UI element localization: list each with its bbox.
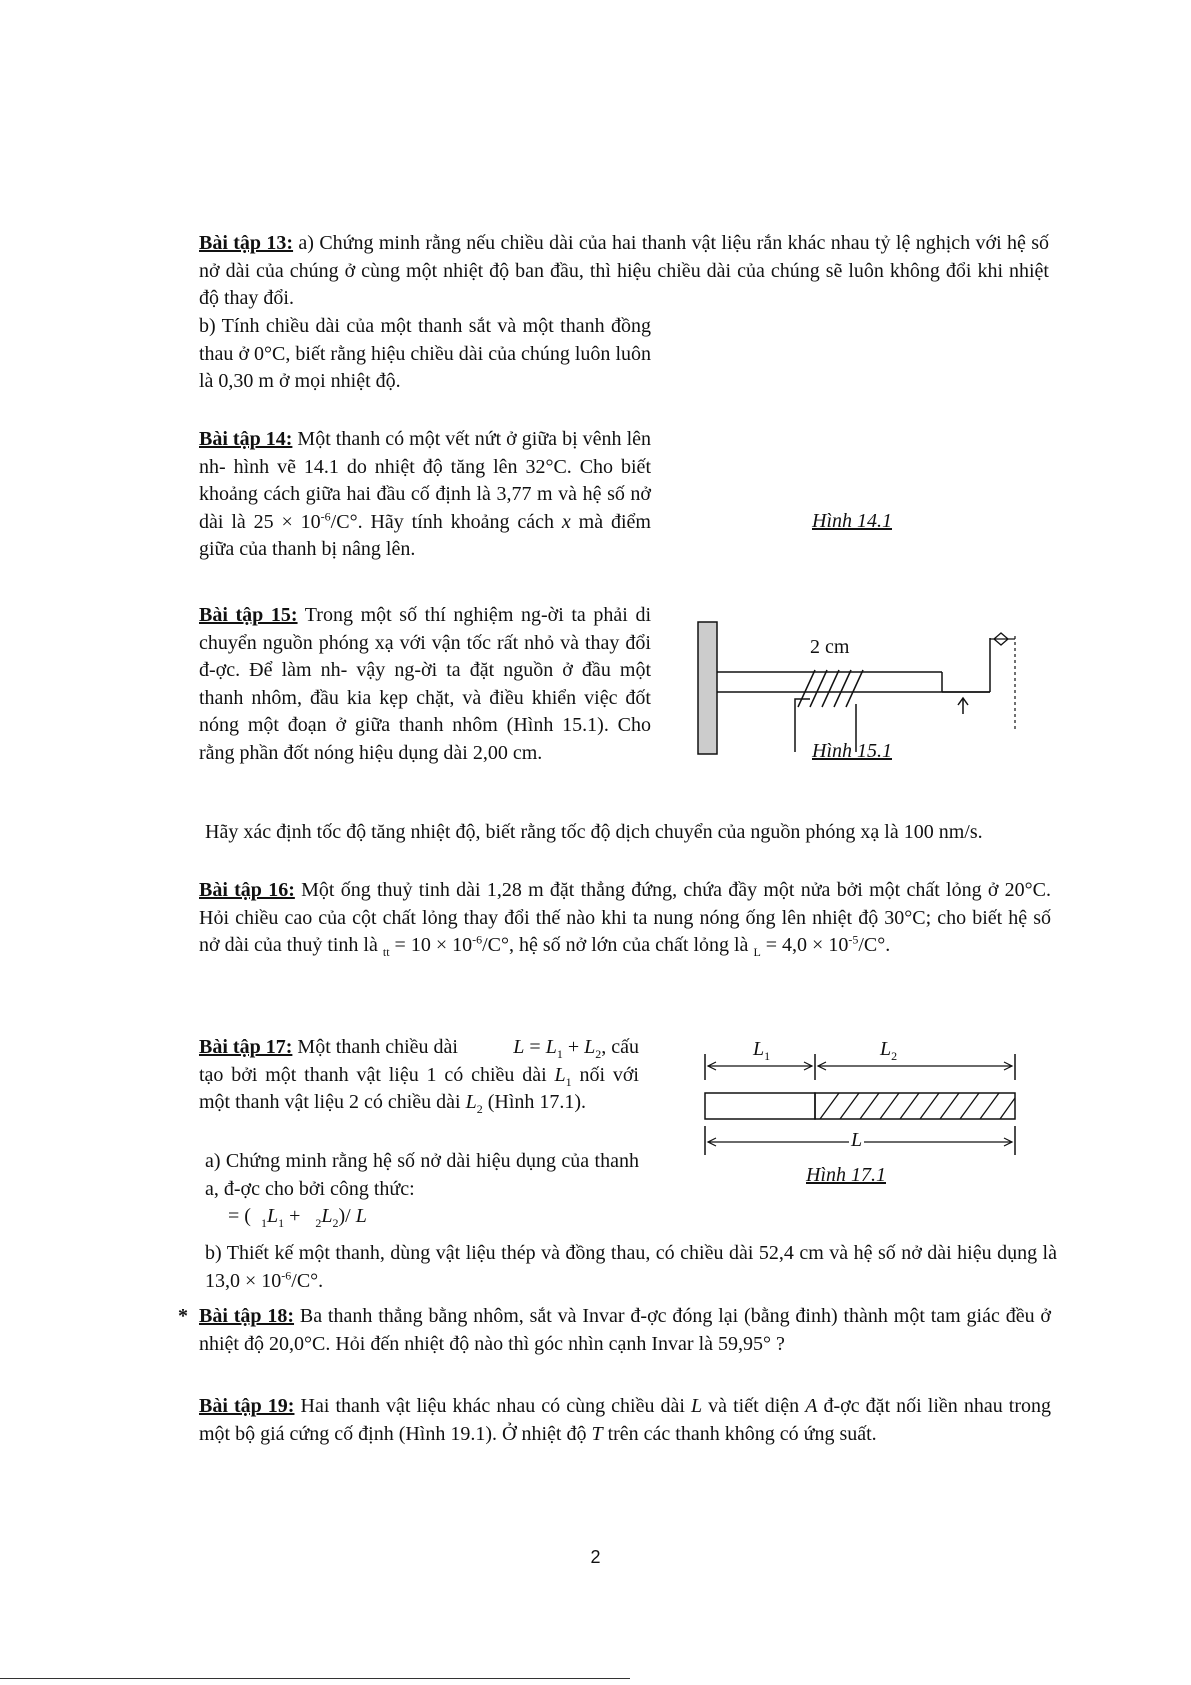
exponent: -6 bbox=[472, 932, 483, 947]
exercise-17-text: (Hình 17.1). bbox=[482, 1091, 587, 1113]
exercise-19-text-d: trên các thanh không có ứng suất. bbox=[602, 1422, 877, 1445]
variable-x: x bbox=[561, 510, 571, 533]
variable-T: T bbox=[591, 1422, 603, 1445]
exercise-15 bbox=[199, 602, 651, 767]
plus-sign: + bbox=[284, 1205, 306, 1227]
exercise-17-line1: Một thanh chiều dài bbox=[292, 1036, 458, 1058]
exercise-15-text: Trong một số thí nghiệm ng-ời ta phải di chuyển nguồn phóng xạ với vận tốc rất nhỏ và thay đổi đ-ợc. Để làm nh- vậy ng-ời ta đặt nguồn ở đầu một thanh nhôm, đầu kia kẹp chặt, và điều khiển việc đốt nóng một đoạn ở giữa thanh nhôm (Hình 15.1). Cho rằng phần đốt nóng hiệu dụng dài 2,00 cm. bbox=[199, 604, 651, 764]
exercise-17-formula bbox=[228, 1203, 367, 1231]
exercise-18-text: Ba thanh thẳng bằng nhôm, sắt và Invar đ-ợc đóng lại (bằng đinh) thành một tam giác đều ở nhiệt độ 20,0°C. Hỏi đến nhiệt độ nào thì góc nhìn cạnh Invar là 59,95° ? bbox=[199, 1305, 1052, 1355]
variable-L: L bbox=[513, 1036, 525, 1058]
figure-17-1-label-L2 bbox=[880, 1036, 897, 1064]
exercise-15-title: Bài tập 15: bbox=[199, 604, 298, 626]
exercise-16-text: Một ống thuỷ tinh dài 1,28 m đặt thẳng đứng, chứa đầy một nửa bởi một chất lỏng ở 20°C. Hỏi chiều cao của cột chất lỏng thay đổi thế nào khi ta nung nóng ống lên nhiệt độ 30°C; cho biết hệ số nở dài của thuỷ tinh là bbox=[199, 879, 1051, 956]
subscript-tt: tt bbox=[382, 945, 390, 959]
subscript-L: L bbox=[753, 945, 761, 959]
exercise-19-text: Hai thanh vật liệu khác nhau có cùng chiều dài bbox=[294, 1395, 691, 1417]
variable-L2: L bbox=[880, 1038, 892, 1060]
figure-17-1-label-L bbox=[849, 1130, 864, 1150]
exercise-13-part-b bbox=[199, 313, 651, 396]
exercise-19-text-b: và tiết diện bbox=[702, 1395, 806, 1417]
variable-L2: L bbox=[321, 1205, 333, 1227]
formula-open: = ( bbox=[228, 1205, 251, 1227]
exponent: -6 bbox=[281, 1267, 292, 1282]
subscript-2: 2 bbox=[476, 1102, 483, 1116]
plus-sign: + bbox=[562, 1036, 585, 1058]
variable-L: L bbox=[355, 1205, 367, 1227]
footer-rule bbox=[0, 1678, 630, 1679]
exercise-18-star: * bbox=[178, 1305, 188, 1327]
rod-material-1 bbox=[705, 1093, 815, 1119]
variable-L1: L bbox=[554, 1063, 566, 1086]
subscript-2: 2 bbox=[315, 1216, 322, 1230]
exercise-16-text-b: = 10 × 10 bbox=[389, 934, 473, 956]
formula-close: )/ bbox=[338, 1205, 356, 1227]
exercise-16 bbox=[199, 877, 1051, 960]
exponent: -5 bbox=[848, 932, 859, 947]
exercise-13-title: Bài tập 13: bbox=[199, 232, 294, 254]
page-number: 2 bbox=[590, 1547, 601, 1567]
exercise-17-part-b bbox=[199, 1240, 1057, 1295]
heater-lead-left bbox=[795, 699, 810, 752]
variable-L1: L bbox=[266, 1205, 279, 1227]
subscript-1: 1 bbox=[556, 1047, 563, 1061]
subscript-1: 1 bbox=[565, 1074, 572, 1089]
exercise-18-title: Bài tập 18: bbox=[199, 1305, 295, 1327]
exercise-17-text: , cấu tạo bởi một thanh vật liệu 1 có chiều dài bbox=[199, 1036, 640, 1086]
exercise-16-text-e: /C°. bbox=[858, 934, 891, 956]
subscript-1: 1 bbox=[260, 1216, 267, 1230]
heated-section-hatch bbox=[798, 670, 863, 707]
variable-L: L bbox=[691, 1395, 703, 1417]
variable-L1: L bbox=[545, 1036, 557, 1058]
figure-15-1 bbox=[690, 612, 1010, 752]
figure-17-1 bbox=[700, 1050, 1020, 1170]
variable-L2: L bbox=[584, 1036, 596, 1058]
exercise-17-part-b-text: b) Thiết kế một thanh, dùng vật liệu thép và đồng thau, có chiều dài 52,4 cm và hệ số nở dài hiệu dụng là 13,0 × 10 bbox=[205, 1242, 1057, 1292]
clamp-block bbox=[698, 622, 717, 754]
variable-L: L bbox=[851, 1129, 863, 1151]
exercise-19-text-c: đ-ợc đặt nối liền nhau trong một bộ giá cứng cố định (Hình 19.1). Ở nhiệt độ bbox=[199, 1395, 1052, 1445]
variable-A: A bbox=[805, 1395, 818, 1417]
figure-15-1-caption: Hình 15.1 bbox=[812, 740, 892, 762]
subscript-2: 2 bbox=[595, 1047, 602, 1061]
exercise-14 bbox=[199, 426, 651, 564]
figure-15-1-label-2cm: 2 cm bbox=[810, 636, 850, 658]
exercise-14-text: Một thanh có một vết nứt ở giữa bị vênh lên nh- hình vẽ 14.1 do nhiệt độ tăng lên 32°C. Cho biết khoảng cách giữa hai đầu cố định là 3,77 m và hệ số nở dài là 25 × 10 bbox=[199, 428, 652, 533]
subscript-1: 1 bbox=[278, 1216, 285, 1230]
exercise-17-text: nối với một thanh vật liệu 2 có chiều dài bbox=[199, 1063, 639, 1113]
subscript-1: 1 bbox=[764, 1049, 771, 1063]
exercise-15-question bbox=[199, 819, 1051, 847]
figure-17-1-caption: Hình 17.1 bbox=[806, 1164, 886, 1186]
exercise-13-part-a bbox=[199, 230, 1049, 313]
exponent: -6 bbox=[320, 508, 331, 523]
exercise-16-text-d: = 4,0 × 10 bbox=[760, 934, 849, 956]
exercise-17-title: Bài tập 17: bbox=[199, 1036, 293, 1058]
exercise-14-text-b: /C°. Hãy tính khoảng cách bbox=[330, 510, 562, 533]
subscript-2: 2 bbox=[332, 1216, 339, 1230]
exercise-17 bbox=[199, 1034, 639, 1117]
figure-17-1-label-L1 bbox=[753, 1036, 770, 1064]
equals-sign: = bbox=[529, 1036, 546, 1058]
exercise-14-title: Bài tập 14: bbox=[199, 428, 293, 450]
exercise-18 bbox=[199, 1303, 1051, 1358]
rod-material-2 bbox=[815, 1093, 1015, 1119]
figure-14-1-caption: Hình 14.1 bbox=[812, 510, 892, 532]
exercise-16-text-c: /C°, hệ số nở lớn của chất lỏng là bbox=[482, 934, 754, 956]
exercise-14-text-c: mà điểm giữa của thanh bị nâng lên. bbox=[199, 510, 651, 560]
exercise-13-text-b: b) Tính chiều dài của một thanh sắt và một thanh đồng thau ở 0°C, biết rằng hiệu chiều dài của chúng luôn luôn là 0,30 m ở mọi nhiệt độ. bbox=[199, 315, 651, 392]
exercise-15-question-text: Hãy xác định tốc độ tăng nhiệt độ, biết rằng tốc độ dịch chuyển của nguồn phóng xạ là 100 nm/s. bbox=[205, 821, 983, 843]
subscript-2: 2 bbox=[891, 1049, 898, 1063]
exercise-17-part-a-text: a) Chứng minh rằng hệ số nở dài hiệu dụng của thanh a, đ-ợc cho bởi công thức: bbox=[205, 1150, 639, 1200]
material-2-hatch bbox=[820, 1093, 1015, 1119]
exercise-16-title: Bài tập 16: bbox=[199, 879, 295, 901]
exercise-17-part-a bbox=[199, 1148, 639, 1203]
exercise-17-part-b-end: /C°. bbox=[291, 1269, 324, 1292]
exercise-19 bbox=[199, 1393, 1051, 1448]
exercise-13-text-a: a) Chứng minh rằng nếu chiều dài của hai thanh vật liệu rắn khác nhau tỷ lệ nghịch với hệ số nở dài của chúng ở cùng một nhiệt độ ban đầu, thì hiệu chiều dài của chúng sẽ luôn không đổi khi nhiệt độ thay đổi. bbox=[199, 232, 1049, 309]
variable-L1: L bbox=[753, 1038, 765, 1060]
variable-L2: L bbox=[465, 1091, 477, 1113]
exercise-19-title: Bài tập 19: bbox=[199, 1395, 295, 1417]
